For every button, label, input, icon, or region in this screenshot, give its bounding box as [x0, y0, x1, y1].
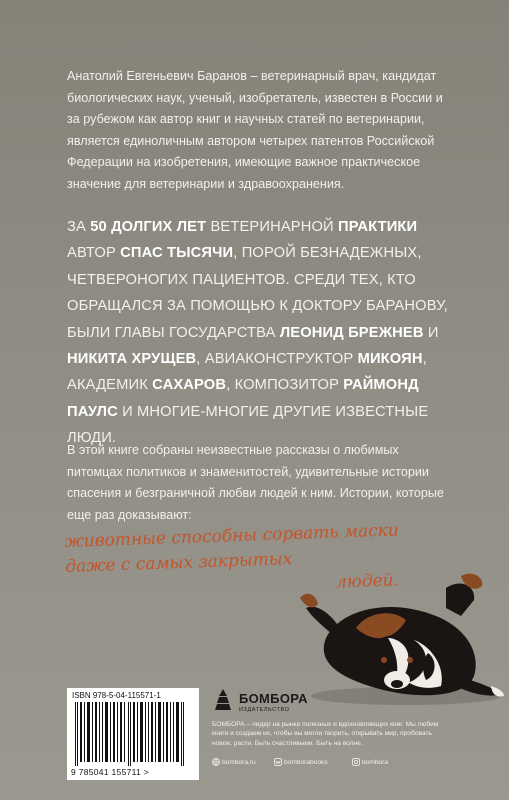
- bombora-logo-icon: [212, 688, 234, 712]
- highlight-practice: ПРАКТИКИ: [338, 219, 418, 235]
- globe-icon: [212, 758, 220, 766]
- social-website[interactable]: [212, 758, 256, 766]
- text-fragment: И: [423, 324, 439, 341]
- social-links: [212, 758, 472, 770]
- social-instagram[interactable]: [352, 758, 388, 766]
- highlight-saved: СПАС ТЫСЯЧИ: [120, 245, 234, 262]
- publisher-slogan: БОМБОРА – лидер на рынке полезных и вдохновляющих книг. Мы любим книги и создаем их, чтобы вы могли творить, открывать мир, пробовать новое, расти. Быть счастливыми. Быть на волне.: [212, 721, 439, 747]
- barcode-panel: [67, 688, 199, 780]
- instagram-icon: [352, 758, 360, 766]
- quote-line-3: людей.: [335, 570, 400, 593]
- quote-line-2: даже с самых закрытых: [64, 549, 293, 577]
- isbn-number: ISBN 978-5-04-115571-1: [72, 691, 161, 700]
- text-fragment: ВЕТЕРИНАРНОЙ: [206, 219, 338, 235]
- social-website-label: bombora.ru: [222, 759, 256, 766]
- social-vk-label: bomborabooks: [284, 759, 328, 766]
- text-fragment: , АВИАКОНСТРУКТОР: [196, 351, 358, 368]
- highlight-pauls: РАЙМОНД ПАУЛС: [67, 377, 419, 420]
- intro-paragraph: В этой книге собраны неизвестные рассказы о любимых питомцах политиков и знаменитостей, удивительные истории спасения и безграничной любви людей к ним. Истории, которые еще раз доказывают:: [67, 443, 444, 522]
- text-fragment: , ПОРОЙ БЕЗНАДЕЖНЫХ, ЧЕТВЕРОНОГИХ ПАЦИЕНТОВ. СРЕДИ ТЕХ, КТО ОБРАЩАЛСЯ ЗА ПОМОЩЬЮ К ДОКТОРУ БАРАНОВУ, БЫЛИ ГЛАВЫ ГОСУДАРСТВА: [67, 245, 448, 341]
- highlight-brezhnev: ЛЕОНИД БРЕЖНЕВ: [279, 324, 424, 341]
- text-fragment: ЗА: [67, 219, 91, 235]
- highlight-sakharov: САХАРОВ: [152, 377, 227, 394]
- dog-illustration: [296, 568, 509, 708]
- quote-line-1: животные способны сорвать маски: [64, 520, 400, 552]
- text-fragment: И МНОГИЕ-МНОГИЕ ДРУГИЕ ИЗВЕСТНЫЕ ЛЮДИ.: [67, 403, 429, 447]
- highlight-mikoyan: МИКОЯН: [357, 351, 423, 368]
- author-bio: Анатолий Евгеньевич Баранов – ветеринарный врач, кандидат биологических наук, ученый, изобретатель, известен в России и за рубежом как автор книг и научных статей по ветеринарии, является единоличным автором четырех патентов Российской Федерации на изобретения, имеющие важное практическое значение для ветеринарии и здравоохранения.: [67, 69, 443, 191]
- text-fragment: АВТОР: [67, 245, 121, 262]
- highlight-khrushchev: НИКИТА ХРУЩЕВ: [67, 351, 197, 368]
- publisher-name: БОМБОРА: [239, 691, 308, 706]
- social-vk[interactable]: [274, 758, 328, 766]
- highlight-years: 50 ДОЛГИХ ЛЕТ: [90, 219, 207, 235]
- text-fragment: , АКАДЕМИК: [67, 351, 427, 394]
- publisher-subtitle: ИЗДАТЕЛЬСТВО: [239, 707, 290, 713]
- vk-icon: [274, 758, 282, 766]
- text-fragment: , КОМПОЗИТОР: [226, 377, 344, 394]
- barcode-digits: 9 785041 155711 >: [71, 767, 149, 777]
- highlight-paragraph: [67, 214, 467, 452]
- barcode-image: [73, 702, 193, 766]
- social-instagram-label: bombora: [362, 759, 389, 766]
